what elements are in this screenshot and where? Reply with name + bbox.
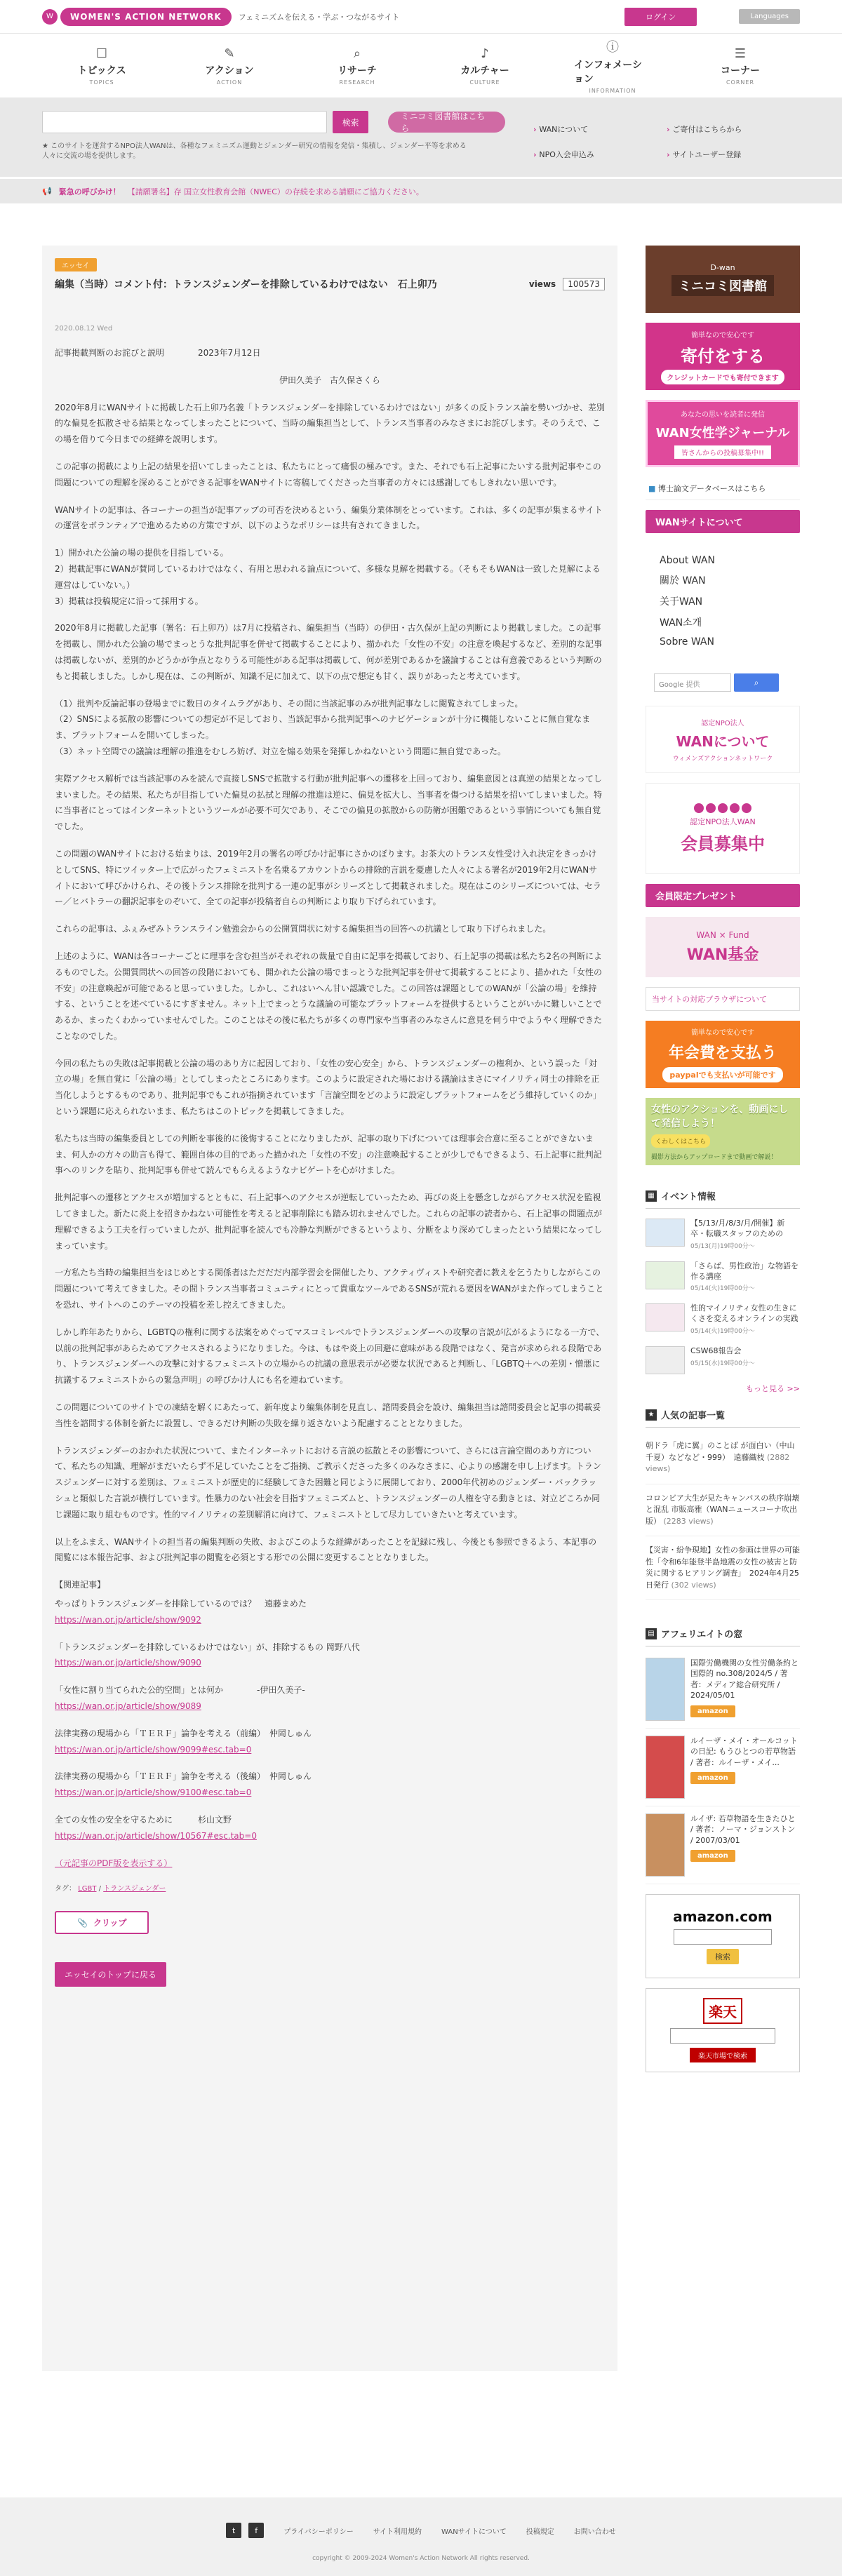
related-link[interactable]: https://wan.or.jp/article/show/9089 — [55, 1700, 201, 1711]
nav-label: アクション — [205, 65, 254, 76]
google-search — [646, 669, 800, 696]
book-title: 国際労働機関の女性労働条約と国際的 no.308/2024/5 / 著者：メディア総合研究所 / 2024/05/01 — [690, 1658, 798, 1700]
rakuten-search-input[interactable] — [670, 2028, 775, 2044]
popular-item[interactable] — [646, 1536, 800, 1600]
related-title: 法律実務の現場から「ＴＥＲＦ」論争を考える（前編） 仲岡しゅん — [55, 1728, 312, 1738]
event-item[interactable] — [646, 1298, 800, 1341]
donate-banner[interactable] — [646, 323, 800, 390]
nav-sublabel: RESEARCH — [339, 79, 375, 86]
rakuten-search-button[interactable]: 楽天市場で検索 — [690, 2048, 756, 2062]
banner-title: 寄付をする — [681, 346, 765, 366]
calendar-icon: ▦ — [646, 1190, 657, 1202]
related-articles — [55, 1596, 605, 1844]
article-paragraph: 2020年8月にWANサイトに掲載した石上卯乃名義「トランスジェンダーを排除しているわけではない」が多くの反トランス論を勢いづかせ、差別的な偏見を拡散させる結果となってしまったことについて、当時の編集担当として、トランス当事者のみなさまにお詫びします。そのうえで、この場を借りて今日までの経緯を説明します。 — [55, 402, 605, 445]
section-title: 人気の記事一覧 — [661, 1411, 726, 1422]
banner-title: WAN女性学ジャーナル — [655, 426, 790, 441]
logo-text: WOMEN'S ACTION NETWORK — [60, 8, 232, 26]
footer — [0, 2497, 842, 2576]
quick-link-register[interactable]: › サイトユーザー登録 — [667, 149, 800, 160]
event-date: 05/13(月)19時00分〜 — [690, 1242, 755, 1250]
urgent-banner[interactable] — [0, 178, 842, 203]
nav-sublabel: CORNER — [726, 79, 755, 86]
banner-cta: paypalでも支払いが可能です — [662, 1067, 782, 1082]
clip-button[interactable] — [55, 1911, 149, 1934]
banner-sub: 簡単なので安心です — [691, 331, 754, 340]
banner-title: WAN基金 — [686, 946, 759, 964]
related-link[interactable]: https://wan.or.jp/article/show/9092 — [55, 1614, 201, 1625]
book-icon: ▤ — [646, 1628, 657, 1639]
quick-link-about[interactable]: › WANについて — [533, 123, 667, 135]
related-item — [55, 1812, 605, 1844]
event-text — [690, 1303, 800, 1335]
book-info — [690, 1658, 800, 1721]
banner-sub: D-wan — [710, 262, 735, 272]
urgent-text: 【請願署名】存 国立女性教育会館（NWEC）の存続を求める請願にご協力ください。 — [127, 187, 424, 196]
corner-icon: ☰ — [734, 46, 747, 61]
megaphone-icon: 📢 — [42, 187, 52, 196]
clip-label: クリップ — [93, 1918, 127, 1928]
event-title: 「さらば、男性政治」な物語を作る講座 — [690, 1261, 798, 1281]
related-link[interactable]: https://wan.or.jp/article/show/9100#esc.tab=0 — [55, 1787, 252, 1798]
google-search-input[interactable]: Google 提供 — [654, 673, 731, 692]
book-cover — [646, 1658, 685, 1721]
article-paragraph: （1）批判や反論記事の登場までに数日のタイムラグがあり、その間に当該記事のみが批判記事なしに閲覧されてしまった。 （2）SNSによる拡散の影響についての想定が不足しており、当該記事から批判記事へのナビゲーションが十分に機能しないことに無自覚なまま、プラットフォームを開いてしまった。 （3）ネット空間での議論は理解の推進をむしろ妨げ、対立を煽る効果を発揮しかねないという問題に無自覚であった。 — [55, 698, 591, 756]
related-item — [55, 1596, 605, 1628]
quick-links — [505, 111, 800, 177]
banner-sub: 認定NPO法人 — [701, 719, 744, 727]
related-title: 法律実務の現場から「ＴＥＲＦ」論争を考える（後編） 仲岡しゅん — [55, 1771, 312, 1782]
nav-research[interactable] — [319, 46, 396, 86]
event-date: 05/15(水)19時00分〜 — [690, 1360, 755, 1367]
views-label: views — [528, 279, 556, 289]
affiliate-book[interactable] — [646, 1729, 800, 1806]
amazon-buy-button[interactable]: amazon — [690, 1705, 735, 1717]
nav-information[interactable] — [574, 37, 651, 94]
views-count: 100573 — [563, 278, 605, 290]
events-heading — [646, 1183, 800, 1209]
article-paragraph: 一方私たち当時の編集担当をはじめとする関係者はただだだ内部学習会を開催したり、アクティヴィストや研究者に教えを乞うたりしながらこの問題について考えてきました。その間トランス当事者コミュニティにとって貴重なツールであるSNSが荒れる要因をWANがまた作ってしまうことを恐れ、サイトへのこのテーマの投稿を差し控えてきました。 — [55, 1268, 604, 1310]
popular-title: 朝ドラ「虎に翼」のことば が面白い（中山千夏）などなど・999） 遠藤織枝 — [646, 1441, 795, 1462]
event-title: CSW68報告会 — [690, 1346, 742, 1356]
related-item — [55, 1682, 605, 1715]
category-badge[interactable]: エッセイ — [55, 258, 97, 271]
about-zh-tw[interactable]: 關於 WAN — [660, 575, 706, 586]
nav-label: リサーチ — [338, 65, 377, 76]
about-zh-cn[interactable]: 关于WAN — [660, 596, 703, 608]
banner-cta: ウィメンズアクションネットワーク — [672, 755, 773, 763]
languages-button[interactable]: Languages — [739, 9, 800, 24]
article-paragraph: 1）開かれた公論の場の提供を目指している。 2）掲載記事にWANが賛同しているわけではなく、有用と思われる論点について、多様な見解を掲載する。（そもそもWANは一致した見解による運営はしていない。） 3）掲載は投稿規定に沿って採用する。 — [55, 548, 601, 606]
banner-sub: 簡単なので安心です — [691, 1029, 754, 1037]
logo-mark: W — [42, 9, 58, 25]
article-paragraph: しかし昨年あたりから、LGBTQの権利に関する法案をめぐってマスコミレベルでトランスジェンダーへの攻撃の言説が広がるようになる一方で、以前の批判記事があらためてアクセスされるようになりました。今は、もはや炎上の回避に意味がある段階ではなく、発言が求められる段階であり、トランスジェンダーへの攻撃に対するフェミニストの立場からの抗議の意思表示が必要な状況であると判断し、「LGBTQ＋への差別・憎悪に抗議するフェミニストからの緊急声明」の呼びかけ人にも名を連ねています。 — [55, 1327, 605, 1386]
book-cover — [646, 1736, 685, 1799]
more-events-link[interactable]: もっと見る >> — [746, 1384, 800, 1394]
nav-culture[interactable] — [446, 46, 523, 86]
banner-title: 女性のアクションを、動画にして発信しよう！ — [651, 1104, 789, 1129]
dwan-banner[interactable] — [646, 246, 800, 313]
book-info — [690, 1813, 800, 1877]
article-paragraph: 伊田久美子 古久保さくら — [279, 375, 380, 385]
search-button[interactable]: 検索 — [333, 111, 368, 133]
event-thumbnail — [646, 1303, 685, 1331]
related-item — [55, 1769, 605, 1801]
copyright: copyright © 2009-2024 Women's Action Network All rights reserved. — [312, 2555, 530, 2562]
related-item — [55, 1726, 605, 1758]
back-to-essay-button[interactable]: エッセイのトップに戻る — [55, 1962, 166, 1987]
article-paragraph: 今回の私たちの失敗は記事掲載と公論の場のあり方に起因しており、「女性の安心安全」から、トランスジェンダーの権利か、という誤った「対立の場」を無自覚に「公論の場」としてしまったところにあります。このように設定された場における議論はまさにマイノリティ同士の排除を正当化しようとするものであり、批判記事でもこれが指摘されています「言論空間をどのように設定しプラットフォームをどう維持していくのか」という課題に応えられないまま、私たちはこのトピックを掲載してきました。 — [55, 1058, 601, 1117]
section-title: アフェリエイトの窓 — [661, 1630, 743, 1641]
banner-cta: 皆さんからの投稿募集中!! — [674, 445, 771, 459]
nav-label: コーナー — [721, 65, 760, 76]
sns-links — [226, 2523, 264, 2538]
top-bar — [0, 0, 842, 34]
culture-icon: ♪ — [481, 46, 489, 61]
footer-posting-rules[interactable]: 投稿規定 — [526, 2528, 554, 2536]
banner-sub: 認定NPO法人WAN — [690, 817, 756, 826]
article-paragraph: 2020年8月に掲載した記事（署名：石上卯乃）は7月に投稿され、編集担当（当時）の伊田・古久保が上記の判断により掲載しました。この記事を掲載し、開かれた公論の場でまっとうな批判記事を併せて掲載することにより、描かれた「女性の不安」の注意を喚起するなど、差別的な記事は掲載しないが、差別的かどうかが争点となりうる可能性がある記事は掲載して、何が差別であるかを議論することは有意義であるという判断のもと掲載しました。しかし現在は、この判断が、知識不足に加えて、以下の点で想定も甘く、誤りがあったと考えています。 — [55, 623, 603, 681]
thesis-db-link[interactable]: ■ 博士論文データベースはこちら — [646, 477, 800, 500]
search-icon: ⌕ — [754, 677, 759, 687]
nav-label: カルチャー — [460, 65, 509, 76]
amazon-logo: amazon.com — [673, 1908, 773, 1926]
nav-action[interactable] — [191, 46, 268, 86]
tag-transgender[interactable]: トランスジェンダー — [103, 1885, 166, 1893]
event-title: 【5/13/月/8/3/月/開催】新卒・転職スタッフのための — [690, 1219, 785, 1238]
event-text — [690, 1346, 755, 1374]
paperclip-icon: 📎 — [77, 1917, 88, 1928]
popular-item[interactable] — [646, 1484, 800, 1537]
affiliate-book[interactable] — [646, 1651, 800, 1729]
amazon-search-button[interactable]: 検索 — [707, 1949, 739, 1964]
affiliate-book[interactable] — [646, 1806, 800, 1884]
event-text — [690, 1261, 800, 1293]
nav-sublabel: TOPICS — [89, 79, 114, 86]
fund-banner[interactable] — [646, 917, 800, 977]
banner-title: 会員募集中 — [681, 833, 765, 854]
related-title: やっぱりトランスジェンダーを排除しているのでは？ 遠藤まめた — [55, 1599, 307, 1609]
urgent-label: 緊急の呼びかけ！ — [58, 187, 121, 196]
event-item[interactable] — [646, 1341, 800, 1380]
ranking-icon: ★ — [646, 1409, 657, 1421]
main-nav — [0, 34, 842, 98]
event-thumbnail — [646, 1261, 685, 1289]
pdf-link[interactable]: （元記事のPDF版を表示する） — [55, 1858, 173, 1868]
event-date: 05/14(火)19時00分〜 — [690, 1328, 755, 1336]
footer-contact[interactable]: お問い合わせ — [573, 2528, 616, 2536]
book-title: ルイーザ・メイ・オールコットの日記: もうひとつの若草物語 / 著者：ルイーザ・メイ... — [690, 1736, 798, 1767]
article-paragraph: この問題のWANサイトにおける始まりは、2019年2月の署名の呼びかけ記事にさかのぼります。お茶大のトランス女性受け入れ決定をきっかけとしてSNS、特にツイッター上で広がったフェミニストを名乗るアカウントからの排除的言説を憂慮した人々による署名が2019年2月にWANサイトにおいて呼びかけられ、その後トランス排除を批判する一連の記事がシリーズとして掲載されました。現在はこのシリーズについては、セラー／ヒバトラーの翻訳記事をのぞいて、全ての記事が投稿者自らの判断により取り下げられています。 — [55, 848, 601, 907]
banner-sub: あなたの思いを読者に発信 — [681, 411, 765, 419]
login-button[interactable]: ログイン — [624, 8, 697, 26]
member-banner[interactable] — [646, 783, 800, 874]
nav-label: インフォメーション — [574, 60, 643, 85]
search-band — [0, 98, 842, 177]
about-languages — [646, 543, 800, 659]
rakuten-search — [646, 1988, 800, 2072]
video-upload-banner[interactable] — [646, 1098, 800, 1165]
footer-terms[interactable]: サイト利用規約 — [373, 2528, 422, 2536]
event-item[interactable] — [646, 1256, 800, 1299]
facebook-icon[interactable]: f — [248, 2523, 264, 2538]
related-title: 全ての女性の安全を守るために 杉山文野 — [55, 1814, 232, 1825]
sidebar — [646, 246, 800, 2371]
nav-corner[interactable] — [702, 46, 779, 86]
related-item — [55, 1639, 605, 1672]
article-body — [55, 345, 605, 1566]
popular-list — [646, 1432, 800, 1600]
site-tagline: フェミニズムを伝える・学ぶ・つながるサイト — [238, 12, 400, 22]
article-date: 2020.08.12 Wed — [55, 325, 113, 333]
related-title: 「女性に割り当てられた公的空間」とは何か -伊田久美子- — [55, 1685, 305, 1696]
related-label: 【関連記事】 — [55, 1580, 106, 1590]
related-title: 「トランスジェンダーを排除しているわけではない」が、排除するもの 岡野八代 — [55, 1642, 360, 1652]
tag-lgbt[interactable]: LGBT — [78, 1885, 97, 1893]
quick-link-npo-join[interactable]: › NPO入会申込み — [533, 149, 667, 160]
research-icon: ⌕ — [353, 46, 361, 61]
article-paragraph: この問題についてのサイトでの凍結を解くにあたって、新年度より編集体制を見直し、諮問委員会を設け、編集担当は諮問委員会と記事の掲載妥当性を諮問する体制を新たに設置し、できるだけ判断の失敗を繰り返さないよう配慮することとなりました。 — [55, 1402, 601, 1428]
banner-title: WANについて — [676, 732, 770, 750]
book-title: ルイザ: 若草物語を生きたひと / 著者：ノーマ・ジョンストン / 2007/03/01 — [690, 1814, 796, 1845]
article — [42, 246, 617, 2371]
browser-support-link[interactable]: 当サイトの対応ブラウザについて — [646, 987, 800, 1011]
article-paragraph: 上述のように、WANは各コーナーごとに理事を含む担当がそれぞれの裁量で自由に記事を掲載しており、石上記事の掲載は私たち2名の判断によるものでした。公開質問状への回答の段階においても、開かれた公論の場でまっとうな批判記事を併せて掲載することにより、描かれた「女性の不安」の注意喚起が可能であると思っていました。しかし、これはいへん甘い認識でした。この回答は課題としてのWANが「公論の場」を維持する、ということを述べているにすぎません。ネット上でまっとうな議論の可能なプラットフォームを提供するということがいかに難しいことであるか、まったくわかっていませんでした。このことはその後に私たちが多くの専門家や当事者のみなさんに意見を伺う中でようやく理解できたことなのでした。 — [55, 951, 603, 1041]
article-paragraph: 私たちは当時の編集委員としての判断を事後的に後悔することになりましたが、記事の取り下げについては理事会合意に至ることができないまま、何人かの方々の助言も得て、範囲自体の目的であった描かれた「女性の不安」の注意喚起することが少しでもできるよう、石上記事に批判記事へのリンクを貼り、批判記事も併せて読んでもらえるようなナビゲートを心がけました。 — [55, 1133, 602, 1176]
about-en[interactable]: About WAN — [660, 555, 715, 566]
article-paragraph: 批判記事への遷移とアクセスが増加するとともに、石上記事へのアクセスが逆転していったため、再びの炎上を懸念しながらアクセス状況を監視してきました。新たに炎上を招きかねない可能性を考えると記事削除にも踏み切れませんでした。これらの記事の読者から、石上記事の問題点が理解できるよう工夫を行っていましたが、批判記事を読んでも冷静な判断ができるというより、分断をより深めてしまったという結果になってしまっています。 — [55, 1193, 603, 1251]
popular-item[interactable] — [646, 1432, 800, 1484]
article-paragraph: 以上をふまえ、WANサイトの担当者の編集判断の失敗、およびこのような経緯があったことを記録に残し、今後とも参照できるよう、本記事の閲覧には本報告記事、および批判記事の閲覧を必須とする形での公開に変更することとなりました。 — [55, 1536, 597, 1563]
event-list — [646, 1213, 800, 1380]
footer-privacy[interactable]: プライバシーポリシー — [283, 2528, 354, 2536]
information-icon: ⓘ — [606, 40, 619, 55]
event-text — [690, 1219, 800, 1250]
article-paragraph: WANサイトの記事は、各コーナーの担当が記事アップの可否を決めるという、編集分業体制をとっています。これは、多くの記事が集まるサイトの運営をボランティアで進めるための方策ですが、以下のようなポリシーは共有されてきました。 — [55, 504, 603, 531]
affiliate-heading — [646, 1621, 800, 1646]
banner-title: 年会費を支払う — [668, 1045, 777, 1062]
nav-sublabel: INFORMATION — [589, 88, 636, 94]
about-wan-heading: WANサイトについて — [646, 510, 800, 533]
section-title: イベント情報 — [661, 1192, 716, 1202]
event-thumbnail — [646, 1346, 685, 1374]
amazon-search-input[interactable] — [674, 1929, 772, 1945]
quick-link-donate[interactable]: › ご寄付はこちらから — [667, 123, 800, 135]
event-thumbnail — [646, 1219, 685, 1247]
amazon-buy-button[interactable]: amazon — [690, 1850, 735, 1862]
article-title: 編集（当時）コメント付：トランスジェンダーを排除しているわけではない 石上卯乃 — [55, 279, 437, 290]
popular-title: 【災害・紛争現地】女性の参画は世界の可能性「令和6年能登半島地震の女性の被害と防災に関するヒアリング調査」 2024年4月25日発行 — [646, 1545, 800, 1590]
annual-fee-banner[interactable] — [646, 1021, 800, 1088]
amazon-buy-button[interactable]: amazon — [690, 1772, 735, 1784]
book-cover — [646, 1813, 685, 1877]
banner-sub: 撮影方法からアップロードまで動画で解説！ — [651, 1154, 777, 1161]
article-paragraph: 記事掲載判断のお詫びと説明 2023年7月12日 — [55, 348, 261, 358]
topics-icon: ☐ — [95, 46, 108, 61]
member-dots — [694, 803, 751, 813]
footer-about[interactable]: WANサイトについて — [441, 2528, 507, 2536]
google-search-button[interactable] — [734, 673, 779, 692]
popular-views: (302 views) — [671, 1580, 716, 1590]
article-paragraph: 実際アクセス解析では当該記事のみを読んで直接しSNSで拡散する行動が批判記事への遷移を上回っており、編集意図とは真逆の結果となってしまいました。その結果、私たちが目指していた偏見の払拭と理解の推進は逆に、偏見を拡大し、当事者を傷つける結果を招いてしまいました。特に当事者にとってはインターネットというツールが必要不可欠であり、そこでの偏見の拡散からの防衛が困難であるという事情についても無自覚でした。 — [55, 773, 603, 832]
about-ko[interactable]: WAN소개 — [660, 617, 702, 629]
tags: タグ： LGBT / トランスジェンダー — [55, 1885, 166, 1893]
event-item[interactable] — [646, 1213, 800, 1256]
nav-label: トピックス — [77, 65, 126, 76]
banner-cta: クレジットカードでも寄付できます — [661, 370, 784, 384]
event-title: 性的マイノリティ女性の生きにくさを変えるオンラインの実践 — [690, 1303, 798, 1324]
related-link[interactable]: https://wan.or.jp/article/show/9099#esc.tab=0 — [55, 1744, 252, 1755]
nav-topics[interactable] — [63, 46, 140, 86]
event-date: 05/14(火)19時00分〜 — [690, 1285, 755, 1293]
npo-banner[interactable] — [646, 706, 800, 773]
article-paragraph: これらの記事は、ふぇみぜみトランスライン勉強会からの公開質問状に対する編集担当の回答への抗議として取り下げられました。 — [55, 924, 552, 934]
banner-title: ミニコミ図書館 — [671, 275, 774, 296]
related-link[interactable]: https://wan.or.jp/article/show/9090 — [55, 1658, 201, 1668]
book-info — [690, 1736, 800, 1799]
banner-sub: WAN × Fund — [696, 930, 749, 940]
member-present-heading[interactable]: 会員限定プレゼント — [646, 884, 800, 907]
article-paragraph: この記事の掲載により上記の結果を招いてしまったことは、私たちにとって痛恨の極みです。また、それでも石上記事にたいする批判記事やこの問題についての理解を深めることができる記事をWANサイトに寄稿してくださった当事者の方々には感謝してもしきれない思いです。 — [55, 461, 601, 488]
article-paragraph: トランスジェンダーのおかれた状況について、またインターネットにおける言説の拡散とその影響について、さらには言論空間のあり方について、私たちの知識、理解がまだいたらず不足していたことをご指摘、ご教示くださった多くのみなさまに、心よりの感謝を申し上げます。トランスジェンダーに対する差別は、フェミニストが歴史的に経験してきた困難と同じように展開しており、2000年代初めのジェンダー・バックラッシュと類似した言説が横行しています。性暴力のない社会を目指すフェミニズムと、トランスジェンダーの人権を守る動きとは、対立どころか同じ課題に取り組むものです。性的マイノリティの差別解消に向けて、フェミニストとして尽力していきたいと考えています。 — [55, 1445, 601, 1520]
site-logo[interactable] — [42, 8, 232, 26]
popular-views: (2283 views) — [663, 1516, 714, 1526]
action-icon: ✎ — [224, 46, 235, 61]
related-link[interactable]: https://wan.or.jp/article/show/10567#esc.tab=0 — [55, 1830, 257, 1841]
book-list — [646, 1651, 800, 1884]
journal-banner[interactable] — [646, 400, 800, 467]
popular-title: コロンビア大生が見たキャンパスの秩序崩壊と混乱 市販高雅（WANニュースコーナ吹出版） — [646, 1493, 800, 1526]
nav-sublabel: CULTURE — [469, 79, 500, 86]
banner-cta: くわしくはこちら — [651, 1134, 710, 1148]
about-pt[interactable]: Sobre WAN — [660, 636, 714, 648]
search-input[interactable] — [42, 111, 327, 133]
popular-views: (2882 views) — [646, 1452, 790, 1474]
rakuten-logo: 楽天 — [703, 1998, 742, 2024]
tags-label: タグ： — [55, 1885, 76, 1893]
popular-heading — [646, 1402, 800, 1428]
amazon-search — [646, 1894, 800, 1978]
site-notice: ★ このサイトを運営するNPO法人WANは、各種なフェミニズム運動とジェンダー研究の情報を発信・集積し、ジェンダー平等を求める人々に交流の場を提供します。 — [42, 142, 467, 160]
mini-library-button[interactable]: ミニコミ図書館はこちら — [388, 112, 505, 133]
nav-sublabel: ACTION — [216, 79, 243, 86]
twitter-icon[interactable]: t — [226, 2523, 241, 2538]
